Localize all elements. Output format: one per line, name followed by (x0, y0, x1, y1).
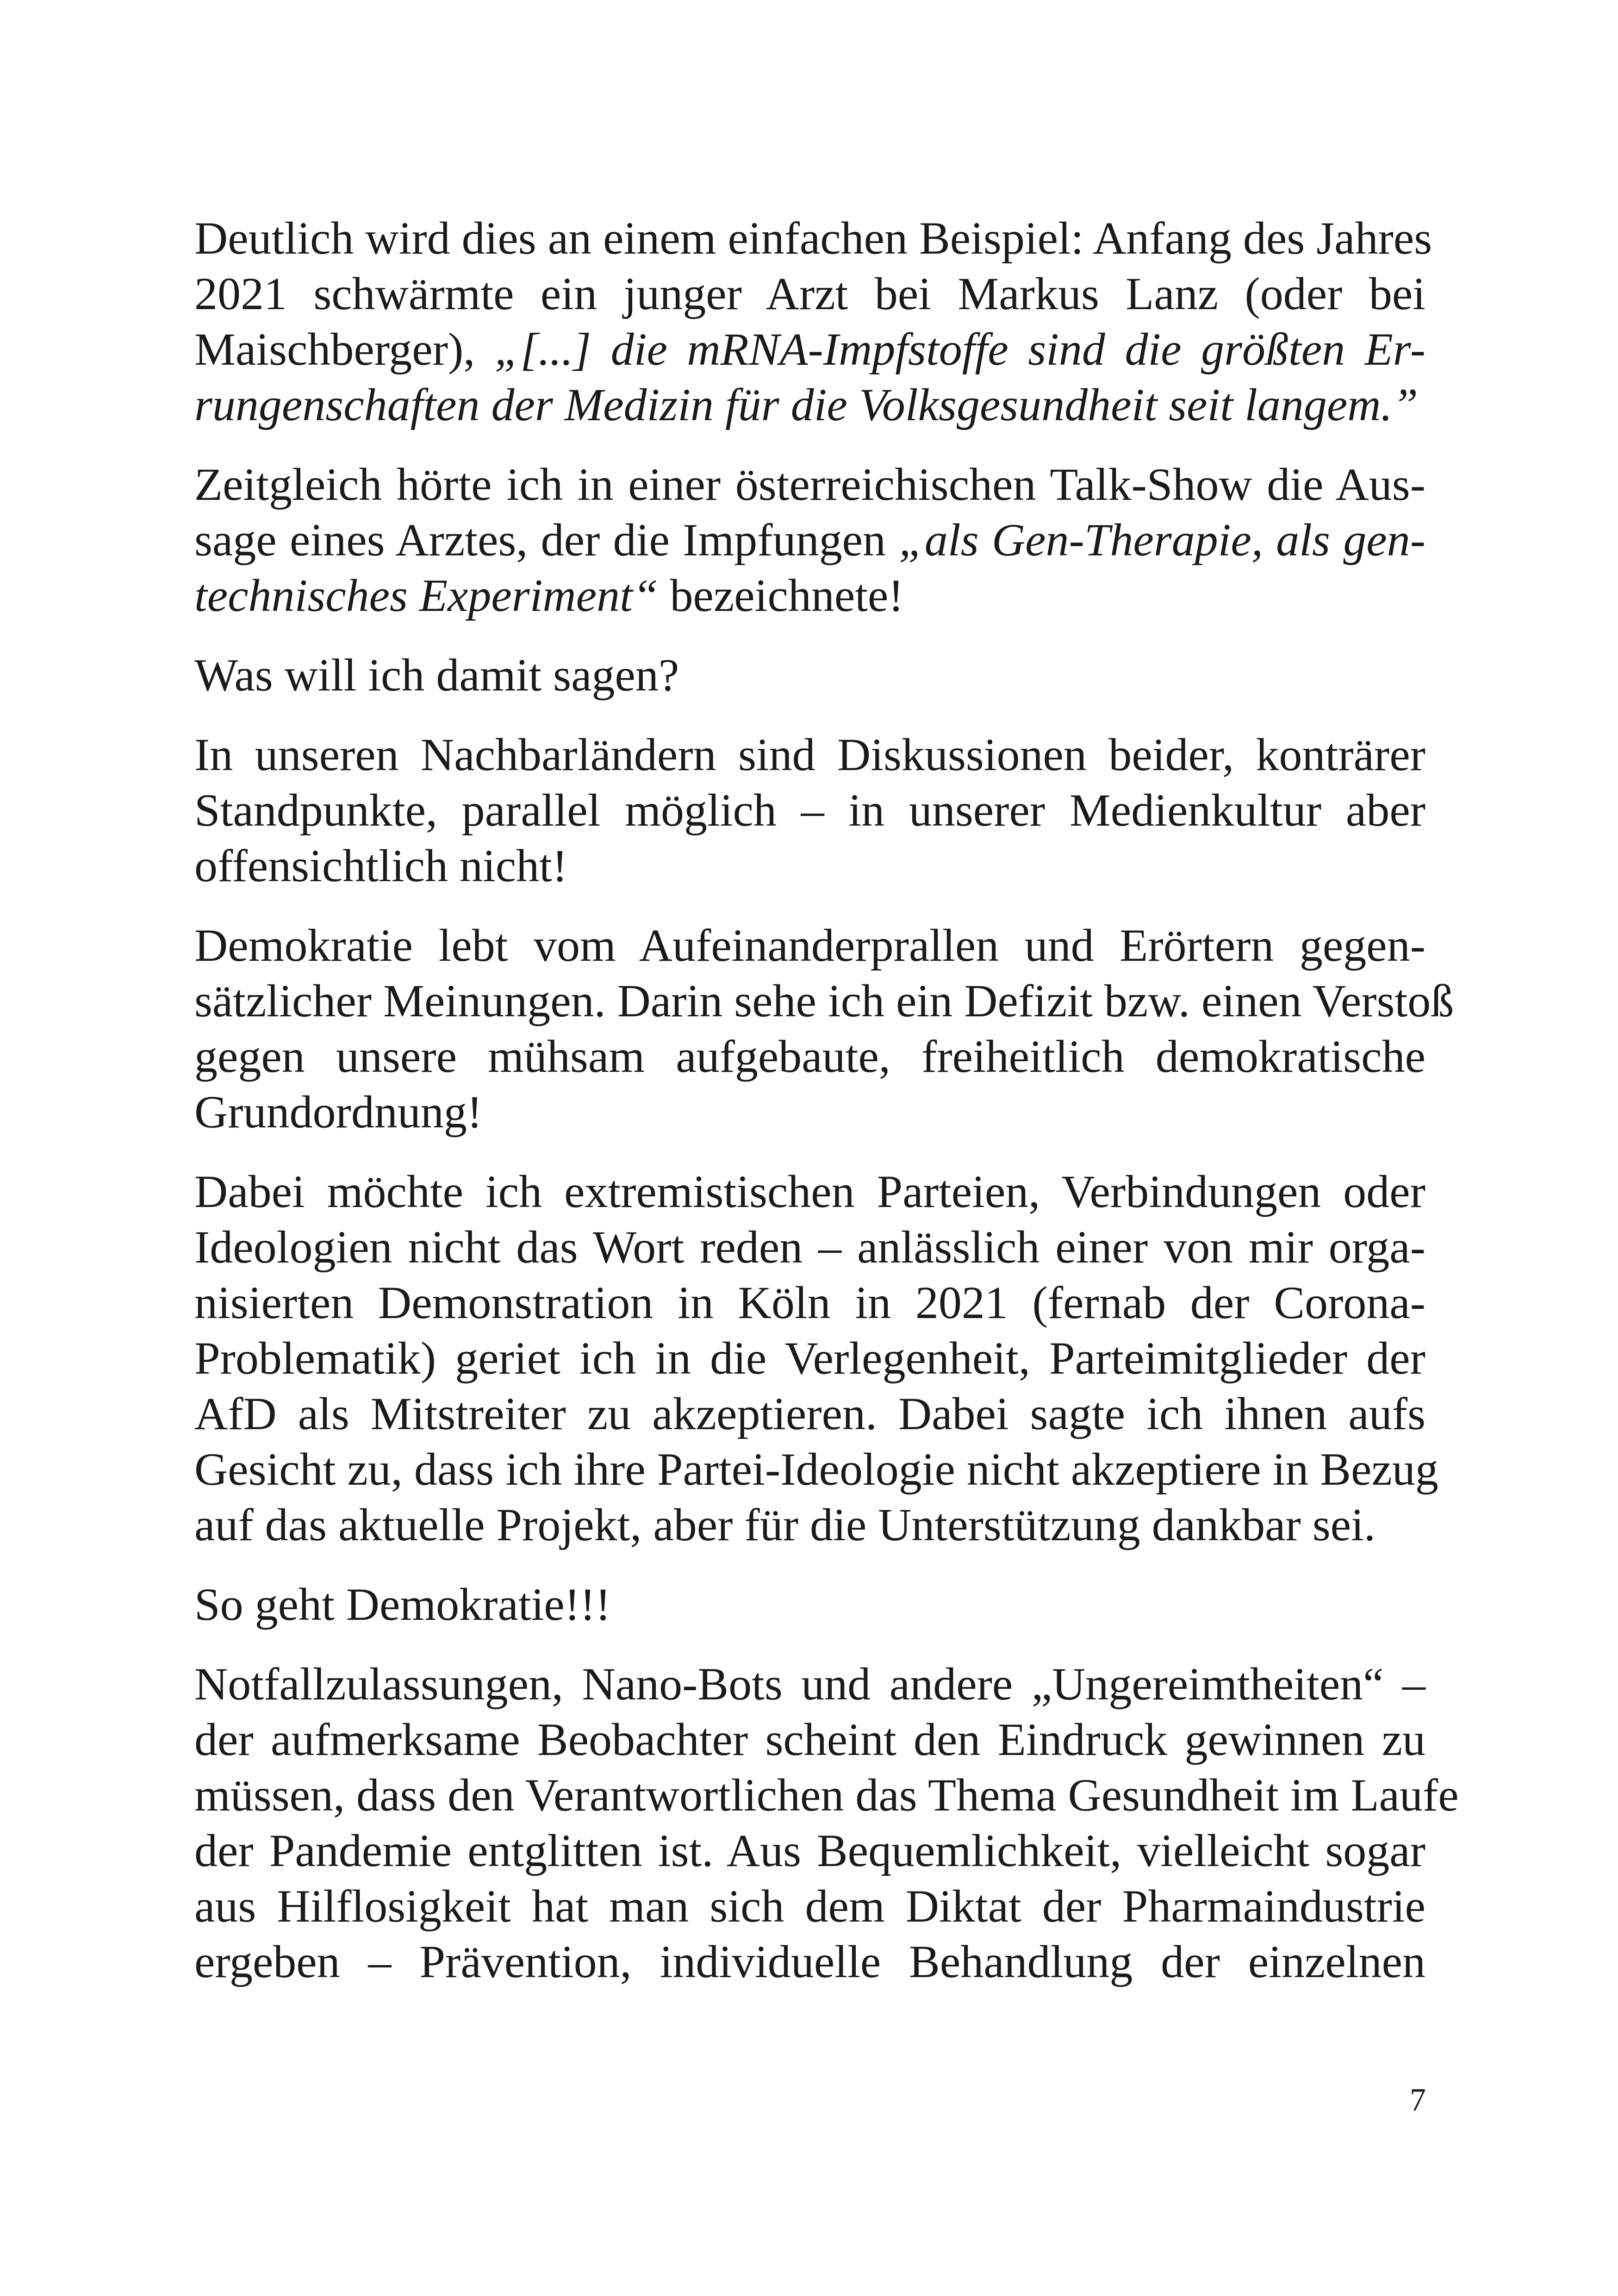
text-line (194, 727, 1425, 783)
text-run: Problematik) geriet ich in die Verlegenheit, Parteimitglieder der (194, 1332, 1425, 1384)
text-line (194, 1442, 1438, 1497)
paragraph (194, 1656, 1459, 1990)
text-run: der aufmerksame Beobachter scheint den Eindruck gewinnen zu (194, 1714, 1425, 1765)
text-run: Was will ich damit sagen? (194, 649, 679, 701)
paragraph (194, 211, 1432, 433)
text-run: Dabei möchte ich extremistischen Parteien, Verbindungen oder (194, 1166, 1425, 1217)
text-line (194, 1577, 1425, 1632)
text-line (194, 1712, 1425, 1767)
paragraph (194, 1164, 1438, 1553)
text-run: In unseren Nachbarländern sind Diskussionen beider, konträrer (194, 729, 1425, 780)
text-run: 2021 schwärmte ein junger Arzt bei Markus Lanz (oder bei (194, 268, 1425, 319)
text-run: AfD als Mitstreiter zu akzeptieren. Dabei sagte ich ihnen aufs (194, 1388, 1425, 1439)
text-line (194, 838, 1425, 894)
text-run: Maischberger), (194, 324, 495, 375)
text-line (194, 322, 1425, 377)
text-run: müssen, dass den Verantwortlichen das Thema Gesundheit im Laufe (194, 1769, 1459, 1821)
text-line (194, 211, 1432, 266)
text-run: Zeitgleich hörte ich in einer österreichischen Talk-Show die Aus- (194, 459, 1425, 510)
text-run: Gesicht zu, dass ich ihre Partei-Ideologie nicht akzeptiere in Bezug (194, 1444, 1438, 1495)
text-line (194, 1767, 1459, 1823)
text-line (194, 1823, 1425, 1879)
italic-quote: „[...] die mRNA-Impfstoffe sind die größten Er- (494, 324, 1426, 375)
text-line (194, 1386, 1425, 1442)
text-run: der Pandemie entglitten ist. Aus Bequemlichkeit, vielleicht sogar (194, 1825, 1425, 1876)
text-line (194, 783, 1425, 838)
text-line (194, 1084, 1425, 1140)
text-line (194, 918, 1425, 973)
page-body (194, 211, 1459, 2014)
text-run: bezeichnete! (658, 570, 904, 621)
text-line (194, 457, 1425, 512)
text-line (194, 1275, 1425, 1331)
paragraph (194, 1577, 1425, 1632)
text-run: auf das aktuelle Projekt, aber für die Unterstützung dankbar sei. (194, 1499, 1375, 1550)
text-run: offensichtlich nicht! (194, 840, 568, 891)
text-line (194, 973, 1454, 1029)
text-run: Notfallzulassungen, Nano-Bots und andere „Ungereimtheiten“ – (194, 1658, 1425, 1710)
text-line (194, 1934, 1425, 1990)
text-line (194, 1656, 1425, 1712)
text-run: sätzlicher Meinungen. Darin sehe ich ein Defizit bzw. einen Verstoß (194, 975, 1454, 1027)
text-run: nisierten Demonstration in Köln in 2021 (fernab der Corona- (194, 1277, 1425, 1328)
text-run: aus Hilflosigkeit hat man sich dem Diktat der Pharmaindustrie (194, 1880, 1425, 1932)
text-line (194, 266, 1425, 322)
text-line (194, 1497, 1425, 1553)
paragraph (194, 727, 1425, 894)
text-line (194, 512, 1425, 568)
paragraph (194, 457, 1425, 623)
page-number: 7 (1410, 2082, 1426, 2118)
paragraph (194, 647, 1425, 703)
italic-quote: „als Gen-Therapie, als gen- (899, 514, 1426, 566)
text-run: gegen unsere mühsam aufgebaute, freiheitlich demokratische (194, 1031, 1425, 1082)
italic-quote: rungenschaften der Medizin für die Volksgesundheit seit langem.” (194, 379, 1419, 430)
text-run: Demokratie lebt vom Aufeinanderprallen und Erörtern gegen- (194, 920, 1425, 971)
text-line (194, 1331, 1425, 1386)
text-run: So geht Demokratie!!! (194, 1579, 611, 1630)
text-run: Grundordnung! (194, 1086, 483, 1138)
text-line (194, 1220, 1425, 1275)
text-line (194, 1879, 1425, 1934)
text-run: Deutlich wird dies an einem einfachen Beispiel: Anfang des Jahres (194, 212, 1432, 264)
text-run: sage eines Arztes, der die Impfungen (194, 514, 899, 566)
text-line (194, 1164, 1425, 1220)
italic-quote: technisches Experiment“ (194, 570, 659, 621)
text-line (194, 568, 1425, 623)
text-run: ergeben – Prävention, individuelle Behandlung der einzelnen (194, 1936, 1425, 1987)
text-line (194, 377, 1425, 433)
text-run: Ideologien nicht das Wort reden – anlässlich einer von mir orga- (194, 1221, 1425, 1273)
text-run: Standpunkte, parallel möglich – in unserer Medienkultur aber (194, 784, 1425, 836)
text-line (194, 1029, 1425, 1084)
text-line (194, 647, 1425, 703)
paragraph (194, 918, 1454, 1140)
